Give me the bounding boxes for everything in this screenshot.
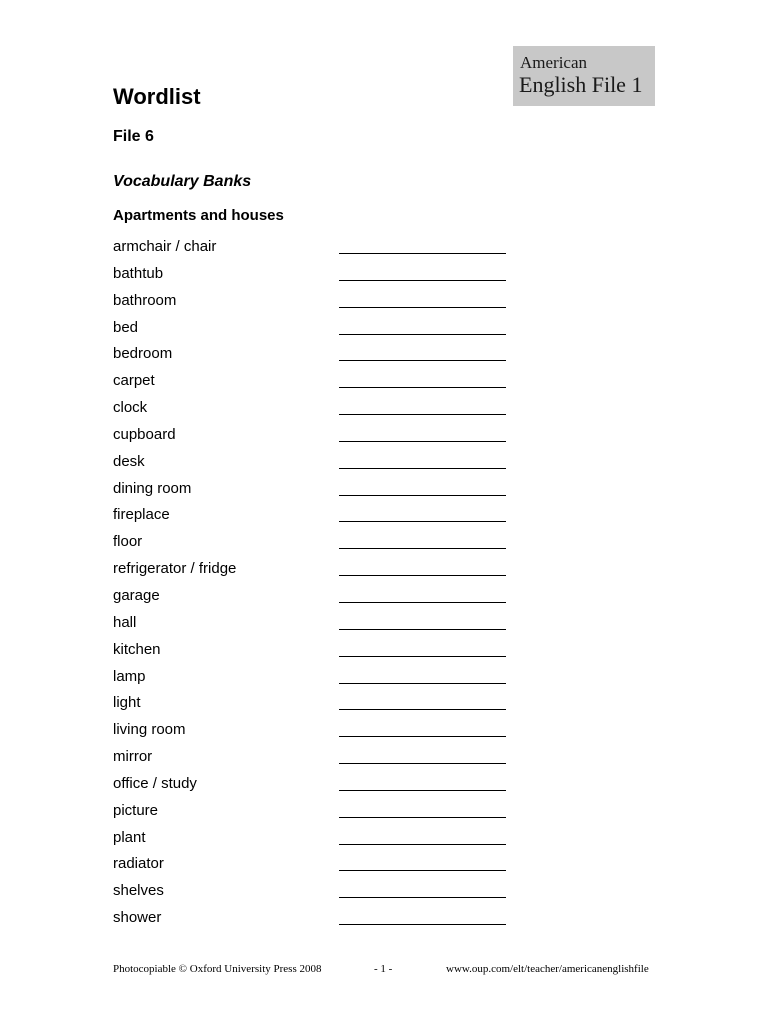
word-term: bed [113, 318, 139, 336]
word-list [113, 237, 513, 935]
answer-blank-line[interactable] [339, 790, 506, 791]
word-term: fireplace [113, 506, 170, 524]
answer-blank-line[interactable] [339, 387, 506, 388]
answer-blank-line[interactable] [339, 414, 506, 415]
word-term: refrigerator / fridge [113, 560, 237, 578]
word-term: armchair / chair [113, 238, 217, 255]
answer-blank-line[interactable] [339, 844, 506, 845]
word-term: cupboard [113, 425, 176, 443]
answer-blank-line[interactable] [339, 924, 506, 925]
word-term: desk [113, 452, 145, 470]
word-row [113, 398, 513, 425]
logo-line-english-file: English File 1 [519, 72, 643, 97]
answer-blank-line[interactable] [339, 307, 506, 308]
answer-blank-line[interactable] [339, 817, 506, 818]
word-term: bathtub [113, 264, 164, 282]
word-term: garage [113, 586, 160, 604]
word-term: picture [113, 801, 159, 819]
word-row [113, 425, 513, 452]
word-row [113, 774, 513, 801]
word-row [113, 479, 513, 506]
word-term: floor [113, 533, 143, 551]
answer-blank-line[interactable] [339, 253, 506, 254]
word-term: light [113, 694, 141, 712]
word-term: living room [113, 721, 186, 739]
answer-blank-line[interactable] [339, 763, 506, 764]
answer-blank-line[interactable] [339, 495, 506, 496]
word-row [113, 828, 513, 855]
footer-copyright: Photocopiable © Oxford University Press 2008 [113, 963, 322, 975]
word-term: mirror [113, 748, 153, 766]
word-row [113, 801, 513, 828]
word-row [113, 667, 513, 694]
answer-blank-line[interactable] [339, 521, 506, 522]
word-row [113, 586, 513, 613]
word-row [113, 505, 513, 532]
word-row [113, 613, 513, 640]
word-term: radiator [113, 855, 164, 873]
word-row [113, 881, 513, 908]
word-row [113, 693, 513, 720]
word-term: carpet [113, 372, 155, 390]
page-title: Wordlist [113, 84, 201, 109]
word-row [113, 344, 513, 371]
word-row [113, 640, 513, 667]
answer-blank-line[interactable] [339, 360, 506, 361]
word-row [113, 854, 513, 881]
word-row [113, 264, 513, 291]
answer-blank-line[interactable] [339, 897, 506, 898]
word-term: kitchen [113, 640, 161, 658]
answer-blank-line[interactable] [339, 280, 506, 281]
section-heading: Apartments and houses [113, 207, 284, 224]
footer-page-number: - 1 - [374, 963, 393, 975]
word-term: dining room [113, 479, 192, 497]
word-term: hall [113, 613, 137, 631]
answer-blank-line[interactable] [339, 441, 506, 442]
word-row [113, 559, 513, 586]
word-term: office / study [113, 774, 197, 792]
word-row [113, 291, 513, 318]
word-row [113, 532, 513, 559]
answer-blank-line[interactable] [339, 575, 506, 576]
answer-blank-line[interactable] [339, 683, 506, 684]
word-term: bathroom [113, 291, 177, 309]
word-row [113, 371, 513, 398]
answer-blank-line[interactable] [339, 736, 506, 737]
word-row [113, 720, 513, 747]
answer-blank-line[interactable] [339, 656, 506, 657]
word-term: shelves [113, 882, 164, 900]
answer-blank-line[interactable] [339, 629, 506, 630]
word-term: clock [113, 399, 148, 417]
answer-blank-line[interactable] [339, 709, 506, 710]
logo-line-american: American [520, 53, 588, 72]
word-row [113, 237, 513, 264]
word-row [113, 908, 513, 935]
publisher-logo [513, 46, 655, 106]
word-term: lamp [113, 667, 146, 685]
word-row [113, 747, 513, 774]
answer-blank-line[interactable] [339, 548, 506, 549]
word-term: plant [113, 828, 146, 846]
footer-url: www.oup.com/elt/teacher/americanenglishfile [446, 963, 649, 975]
file-heading: File 6 [113, 128, 154, 145]
answer-blank-line[interactable] [339, 334, 506, 335]
vocabulary-bank-heading: Vocabulary Banks [113, 173, 252, 190]
answer-blank-line[interactable] [339, 870, 506, 871]
word-term: bedroom [113, 345, 173, 363]
word-row [113, 452, 513, 479]
answer-blank-line[interactable] [339, 468, 506, 469]
answer-blank-line[interactable] [339, 602, 506, 603]
word-term: shower [113, 909, 162, 927]
word-row [113, 318, 513, 345]
